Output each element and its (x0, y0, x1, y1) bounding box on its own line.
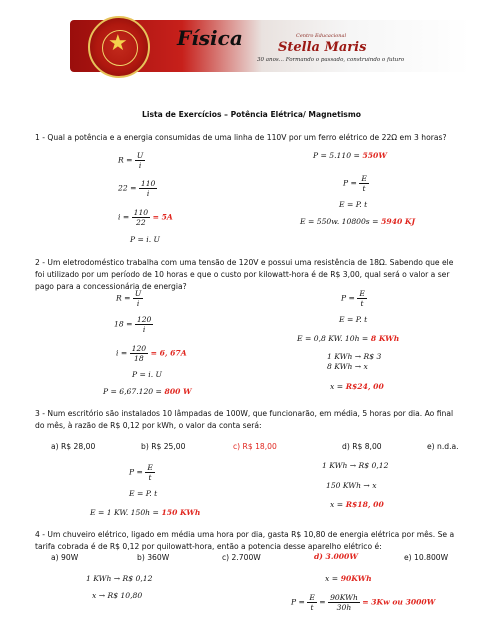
q1-eq-i: i = $\frac{110}{22}$ = 5A (118, 208, 173, 227)
q2-rule-line-1: 1 KWh → R$ 3 (327, 352, 382, 361)
q3-rule-line-1: 1 KWh → R$ 0,12 (322, 461, 389, 470)
q2-eq-e: E = P. t (339, 315, 368, 324)
q2-eq-p-result: P = 6,67.120 = 800 W (103, 387, 192, 396)
question-4-text: 4 - Um chuveiro elétrico, ligado em média uma hora por dia, gasta R$ 10,80 de energia elétrica por mês. Se a tarifa cobrada é de R$ 0,12 por quilowatt-hora, então a potencia desse aparelho elétrico é: (35, 530, 455, 551)
q2-eq-e-result: E = 0,8 KW. 10h = 8 KWh (297, 334, 400, 343)
school-seal-logo (88, 16, 150, 78)
q4-rule-line-2: x → R$ 10,80 (92, 591, 143, 600)
question-2-text: 2 - Um eletrodoméstico trabalha com uma tensão de 120V e possui uma resistência de 18Ω. Sabendo que ele foi utilizado por um período de 10 horas e que o custo por kilowatt-hora é de R$ 3,00, qual será o valor a ser pago para a concessionária de energia? (35, 258, 454, 291)
q4-eq-p: P = $\frac{E}{t}$ = $\frac{\text{90KWh}}{30h}$ = 3Kw ou 3000W (291, 593, 436, 612)
q3-option-e: e) n.d.a. (427, 442, 459, 451)
q1-eq-p-result: P = 5.110 = 550W (313, 151, 387, 160)
question-3-text: 3 - Num escritório são instalados 10 lâmpadas de 100W, que funcionarão, em média, 5 horas por dia. Ao final do mês, à razão de R$ 0,12 por kWh, o valor da conta será: (35, 409, 454, 430)
subject-title: Física (177, 26, 243, 50)
q3-rule-line-2: 150 KWh → x (326, 481, 377, 490)
q4-eq-x: x = 90KWh (325, 574, 372, 583)
q2-eq-18: 18 = $\frac{120}{i}$ (114, 315, 152, 334)
q3-option-b: b) R$ 25,00 (141, 442, 186, 451)
school-slogan: 30 anos... Formando o passado, construindo o futuro (257, 57, 405, 63)
q2-eq-r: R = $\frac{U}{i}$ (116, 289, 142, 308)
q3-eq-p-energy: P = $\frac{E}{t}$ (129, 463, 153, 482)
q4-rule-line-1: 1 KWh → R$ 0,12 (86, 574, 153, 583)
school-name: Stella Maris (278, 40, 367, 55)
star-icon: ★ (108, 31, 128, 56)
q3-option-d: d) R$ 8,00 (342, 442, 382, 451)
q2-eq-p: P = i. U (132, 370, 162, 379)
q2-eq-p-energy: P = $\frac{E}{t}$ (341, 289, 365, 308)
q1-eq-22: 22 = $\frac{110}{i}$ (118, 179, 156, 198)
q1-eq-p: P = i. U (130, 235, 160, 244)
question-1-text: 1 - Qual a potência e a energia consumidas de uma linha de 110V por um ferro elétrico de 22Ω em 3 horas? (35, 133, 447, 142)
q3-eq-e-result: E = 1 KW. 150h = 150 KWh (90, 508, 201, 517)
page-title: Lista de Exercícios – Potência Elétrica/ Magnetismo (142, 110, 361, 119)
q3-option-a: a) R$ 28,00 (51, 442, 96, 451)
q1-eq-r: R = $\frac{U}{i}$ (118, 151, 144, 170)
q4-option-b: b) 360W (137, 553, 170, 562)
q1-eq-e-result: E = 550w. 10800s = 5940 KJ (300, 217, 416, 226)
q4-option-a: a) 90W (51, 553, 79, 562)
q2-rule-line-2: 8 KWh → x (327, 362, 368, 371)
q3-option-c-correct: c) R$ 18,00 (233, 442, 277, 451)
q2-eq-i: i = $\frac{120}{18}$ = 6, 67A (116, 344, 187, 363)
q3-eq-e: E = P. t (129, 489, 158, 498)
q3-eq-x: x = R$18, 00 (330, 500, 384, 509)
q1-eq-p-energy: P = $\frac{E}{t}$ (343, 174, 367, 193)
q4-option-c: c) 2.700W (222, 553, 261, 562)
q2-eq-x: x = R$24, 00 (330, 382, 384, 391)
school-caption: Centro Educacional (296, 33, 347, 39)
q4-option-e: e) 10.800W (404, 553, 449, 562)
q1-eq-e: E = P. t (339, 200, 368, 209)
q4-option-d-correct: d) 3.000W (314, 552, 358, 561)
